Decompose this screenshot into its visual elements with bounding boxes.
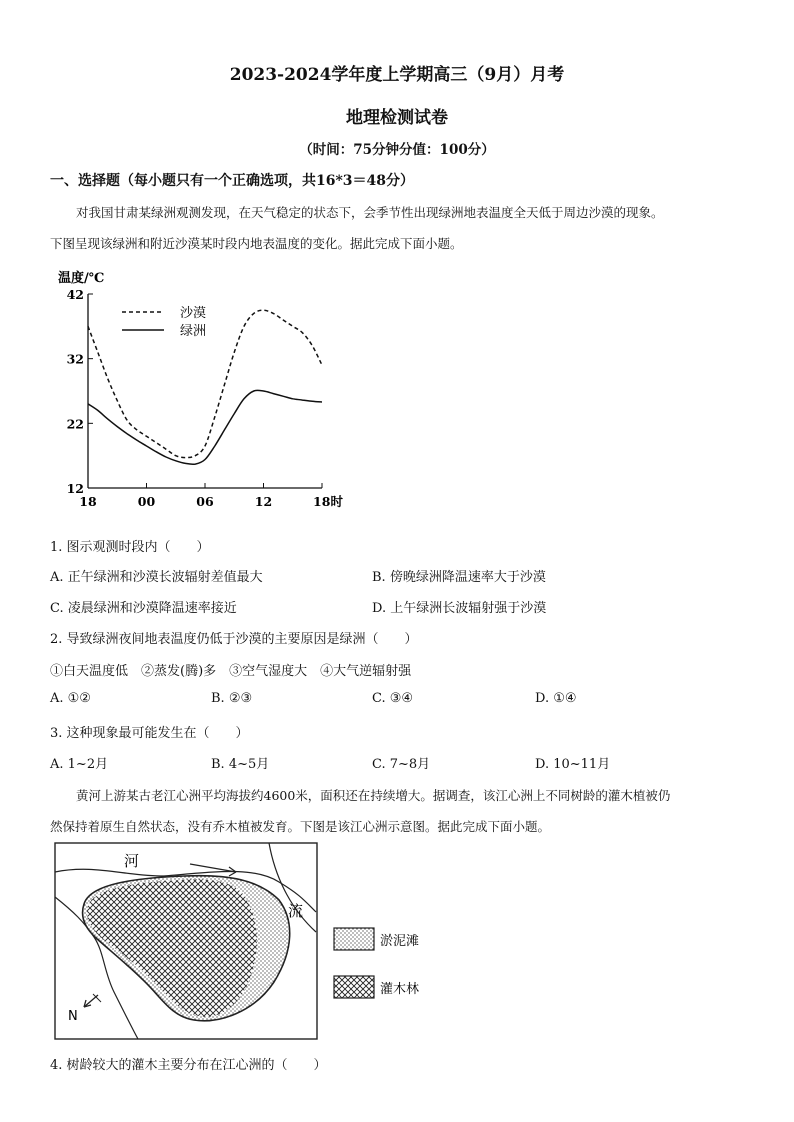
exam-info: （时间：75分钟分值：100分） — [299, 142, 495, 158]
q1-stem: 1. 图示观测时段内（ ） — [50, 540, 210, 555]
series-line-oasis — [88, 390, 322, 464]
passage1-line1: 对我国甘肃某绿洲观测发现，在天气稳定的状态下，会季节性出现绿洲地表温度全天低于周边沙漠的现象。 — [76, 205, 664, 220]
q3-option-d[interactable]: D. 10~11月 — [535, 757, 611, 772]
y-tick-label: 32 — [66, 351, 84, 367]
q2-option-d[interactable]: D. ①④ — [535, 691, 577, 706]
passage2-line2: 然保持着原生自然状态，没有乔木植被发育。下图是该江心洲示意图。据此完成下面小题。 — [50, 819, 551, 834]
q2-stem: 2. 导致绿洲夜间地表温度仍低于沙漠的主要原因是绿洲（ ） — [50, 632, 418, 647]
y-tick-label: 22 — [66, 416, 84, 432]
legend-shrub-swatch — [334, 976, 374, 998]
q3-option-a[interactable]: A. 1~2月 — [50, 757, 109, 772]
q3-option-b[interactable]: B. 4~5月 — [211, 757, 270, 772]
north-label: N — [68, 1009, 78, 1024]
q1-option-c[interactable]: C. 凌晨绿洲和沙漠降温速率接近 — [50, 601, 237, 616]
passage2-line1: 黄河上游某古老江心洲平均海拔约4600米，面积还在持续增大。据调查，该江心洲上不同树龄的灌木植被仍 — [76, 788, 671, 803]
x-tick-label: 06 — [196, 494, 214, 509]
q2-statements: ①白天温度低 ②蒸发(腾)多 ③空气湿度大 ④大气逆辐射强 — [50, 664, 412, 679]
x-tick-label: 12 — [254, 494, 273, 509]
q1-option-b[interactable]: B. 傍晚绿洲降温速率大于沙漠 — [372, 570, 546, 585]
river-label-2: 流 — [288, 902, 304, 920]
legend-label-0: 沙漠 — [180, 306, 207, 321]
x-tick-label: 00 — [137, 494, 156, 509]
exam-subtitle: 地理检测试卷 — [346, 108, 448, 128]
chart-legend — [122, 305, 206, 339]
q2-option-a[interactable]: A. ①② — [50, 691, 91, 706]
river-label-1: 河 — [124, 852, 140, 870]
q4-stem: 4. 树龄较大的灌木主要分布在江心洲的（ ） — [50, 1058, 327, 1073]
y-axis-label: 温度/℃ — [58, 271, 105, 286]
x-tick-label: 18 — [79, 494, 97, 509]
q3-stem: 3. 这种现象最可能发生在（ ） — [50, 726, 249, 741]
q2-option-b[interactable]: B. ②③ — [211, 691, 253, 706]
q3-option-c[interactable]: C. 7~8月 — [372, 757, 431, 772]
y-tick-label: 42 — [66, 287, 84, 302]
exam-title: 2023-2024学年度上学期高三（9月）月考 — [229, 65, 565, 85]
legend-mudflat-swatch — [334, 928, 374, 950]
legend-label-1: 绿洲 — [180, 324, 207, 339]
legend-shrub-label: 灌木林 — [380, 982, 420, 997]
x-tick-label: 18时 — [313, 494, 343, 509]
island-map — [54, 842, 454, 1042]
passage1-line2: 下图呈现该绿洲和附近沙漠某时段内地表温度的变化。据此完成下面小题。 — [50, 236, 463, 251]
section-heading: 一、选择题（每小题只有一个正确选项，共16*3＝48分） — [50, 173, 415, 189]
q1-option-d[interactable]: D. 上午绿洲长波辐射强于沙漠 — [372, 601, 547, 616]
y-tick-label: 12 — [66, 481, 84, 496]
temperature-chart — [50, 262, 360, 522]
q2-option-c[interactable]: C. ③④ — [372, 691, 414, 706]
q1-option-a[interactable]: A. 正午绿洲和沙漠长波辐射差值最大 — [50, 570, 263, 585]
legend-mudflat-label: 淤泥滩 — [380, 934, 420, 949]
